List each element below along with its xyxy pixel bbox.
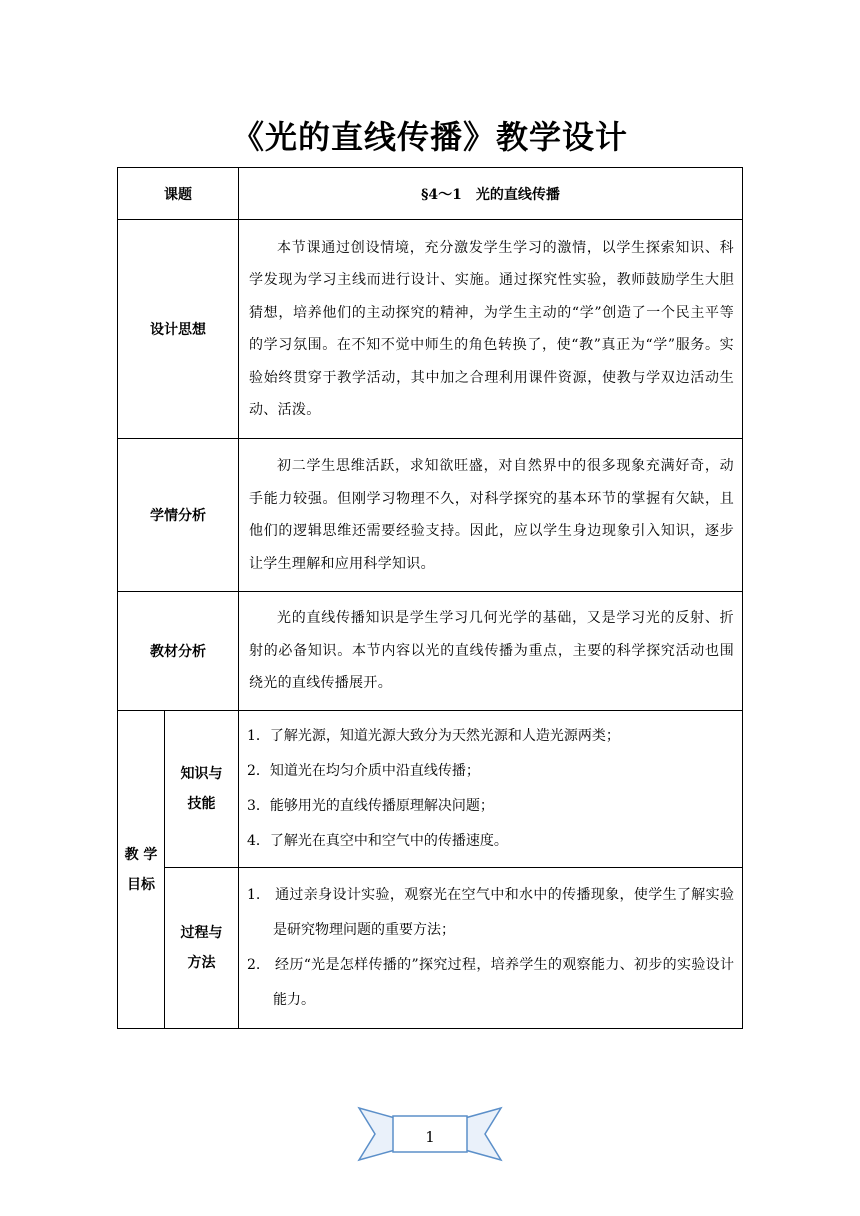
knowledge-label-line1: 知识与 [180,766,223,782]
process-label-line2: 方法 [187,955,216,971]
list-item: 2. 经历“光是怎样传播的”探究过程，培养学生的观察能力、初步的实验设计能力。 [247,957,734,1008]
process-label [165,868,239,1029]
knowledge-row [118,711,743,868]
topic-value: §4～1 光的直线传播 [239,168,743,220]
students-text: 初二学生思维活跃，求知欲旺盛，对自然界中的很多现象充满好奇，动手能力较强。但刚学习物理不久，对科学探究的基本环节的掌握有欠缺，且他们的逻辑思维还需要经验支持。因此，应以学生身边现象引入知识，逐步让学生理解和应用科学知识。 [239,439,743,592]
material-text: 光的直线传播知识是学生学习几何光学的基础，又是学习光的反射、折射的必备知识。本节内容以光的直线传播为重点，主要的科学探究活动也围绕光的直线传播展开。 [239,592,743,711]
topic-row [118,168,743,220]
document-title: 《光的直线传播》教学设计 [231,118,628,156]
design-text: 本节课通过创设情境，充分激发学生学习的激情，以学生探索知识、科学发现为学习主线而进行设计、实施。通过探究性实验，教师鼓励学生大胆猜想，培养他们的主动探究的精神，为学生主动的“学”创造了一个民主平等的学习氛围。在不知不觉中师生的角色转换了，使“教”真正为“学”服务。实验始终贯穿于教学活动，其中加之合理利用课件资源，使教与学双边活动生动、活泼。 [239,220,743,439]
students-label: 学情分析 [118,439,239,592]
process-label-line1: 过程与 [180,925,223,941]
page-number: 1 [425,1128,435,1146]
material-row [118,592,743,711]
knowledge-label [165,711,239,868]
knowledge-label-line2: 技能 [187,796,216,812]
goals-label [118,711,165,1029]
topic-label: 课题 [118,168,239,220]
knowledge-list [239,711,743,868]
students-row [118,439,743,592]
lesson-plan-table [117,167,743,1029]
list-item: 1．了解光源，知道光源大致分为天然光源和人造光源两类； [247,728,620,744]
list-item: 1. 通过亲身设计实验，观察光在空气中和水中的传播现象，使学生了解实验是研究物理问题的重要方法； [247,887,734,938]
design-label: 设计思想 [118,220,239,439]
process-row [118,868,743,1029]
list-item: 3．能够用光的直线传播原理解决问题； [247,798,494,814]
list-item: 2．知道光在均匀介质中沿直线传播； [247,763,480,779]
material-label: 教材分析 [118,592,239,711]
design-row [118,220,743,439]
process-list [239,868,743,1029]
goals-label-line2: 目标 [127,876,155,893]
goals-label-line1: 教 学 [124,846,158,863]
list-item: 4．了解光在真空中和空气中的传播速度。 [247,833,508,849]
